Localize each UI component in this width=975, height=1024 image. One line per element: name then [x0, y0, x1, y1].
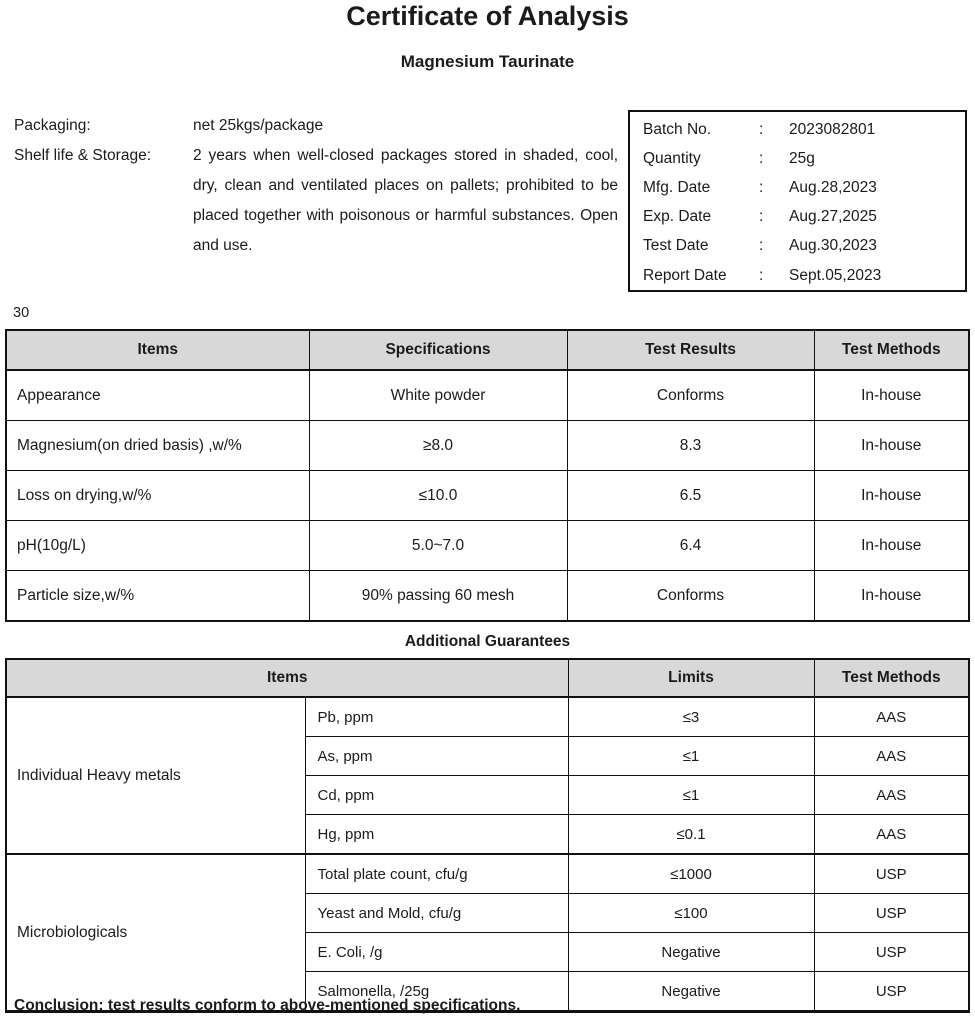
spec-value-cell: Conforms [567, 370, 814, 421]
storage-value: 2 years when well-closed packages stored in shaded, cool, dry, clean and ventilated places on pallets; prohibited to be placed together with poisonous or harmful substances. Open and use. [193, 147, 618, 254]
spec-value-cell: ≤10.0 [309, 471, 567, 521]
guarantee-limit-cell: Negative [568, 933, 814, 972]
guarantee-limit-cell: ≤1 [568, 776, 814, 815]
spec-item-cell: pH(10g/L) [6, 521, 309, 571]
spec-item-cell: Particle size,w/% [6, 571, 309, 622]
batch-row-label: Exp. Date [643, 208, 712, 226]
spec-value-cell: 6.5 [567, 471, 814, 521]
guarantee-limit-cell: ≤1000 [568, 854, 814, 894]
table-row [6, 370, 969, 421]
batch-row-label: Test Date [643, 237, 709, 255]
batch-row-colon: : [759, 149, 764, 167]
batch-row-label: Report Date [643, 266, 727, 284]
spec-item-cell: Appearance [6, 370, 309, 421]
batch-row-colon: : [759, 120, 764, 138]
spec-header-test-methods: Test Methods [814, 330, 969, 370]
guarantee-item-cell: E. Coli, /g [305, 933, 568, 972]
batch-row-colon: : [759, 237, 764, 255]
guarantee-item-cell: Hg, ppm [305, 815, 568, 855]
guarantee-item-cell: Pb, ppm [305, 697, 568, 737]
batch-row [643, 115, 965, 144]
batch-row-colon: : [759, 178, 764, 196]
group-name-cell: Microbiologicals [6, 854, 305, 1012]
guarantee-limit-cell: ≤1 [568, 737, 814, 776]
spec-value-cell: 8.3 [567, 421, 814, 471]
spec-value-cell: In-house [814, 471, 969, 521]
table-row [6, 854, 969, 894]
guarantee-item-cell: Cd, ppm [305, 776, 568, 815]
document-title: Certificate of Analysis [346, 1, 629, 31]
packaging-value: net 25kgs/package [193, 117, 324, 134]
spec-value-cell: 5.0~7.0 [309, 521, 567, 571]
batch-row-label: Mfg. Date [643, 178, 711, 196]
batch-row-colon: : [759, 266, 764, 284]
batch-row-label: Batch No. [643, 120, 712, 138]
table-row [6, 697, 969, 737]
specifications-table [5, 329, 970, 622]
batch-row [643, 173, 965, 202]
guarantee-limit-cell: ≤100 [568, 894, 814, 933]
additional-guarantees-heading: Additional Guarantees [404, 633, 571, 650]
spec-header-items: Items [6, 330, 309, 370]
batch-row-value: Sept.05,2023 [789, 266, 882, 284]
spec-value-cell: In-house [814, 370, 969, 421]
guarantee-method-cell: USP [814, 972, 969, 1012]
batch-row-colon: : [759, 208, 764, 226]
guarantee-method-cell: AAS [814, 697, 969, 737]
batch-row-value: Aug.27,2025 [789, 208, 877, 226]
batch-row [643, 203, 965, 232]
spec-value-cell: 90% passing 60 mesh [309, 571, 567, 622]
guarantees-table [5, 658, 970, 1013]
spec-value-cell: In-house [814, 521, 969, 571]
guarantee-limit-cell: Negative [568, 972, 814, 1012]
batch-row-value: 2023082801 [789, 120, 876, 138]
packaging-label: Packaging: [14, 117, 91, 134]
table-row [6, 421, 969, 471]
guarantee-method-cell: AAS [814, 737, 969, 776]
spec-value-cell: In-house [814, 421, 969, 471]
guarantees-header-test-methods: Test Methods [814, 659, 969, 697]
table-row [6, 521, 969, 571]
spec-table-body [6, 370, 969, 621]
spec-item-cell: Magnesium(on dried basis) ,w/% [6, 421, 309, 471]
group-name-cell: Individual Heavy metals [6, 697, 305, 854]
spec-table-header-row [6, 330, 969, 370]
guarantee-method-cell: AAS [814, 776, 969, 815]
batch-row-label: Quantity [643, 149, 701, 167]
spec-value-cell: White powder [309, 370, 567, 421]
guarantee-limit-cell: ≤0.1 [568, 815, 814, 855]
storage-label: Shelf life & Storage: [14, 147, 151, 164]
spec-value-cell: Conforms [567, 571, 814, 622]
guarantees-table-body [6, 697, 969, 1012]
batch-row-value: Aug.30,2023 [789, 237, 877, 255]
spec-header-specifications: Specifications [309, 330, 567, 370]
guarantee-method-cell: USP [814, 933, 969, 972]
conclusion-text: Conclusion: test results conform to above-mentioned specifications. [14, 997, 521, 1014]
guarantee-item-cell: Salmonella, /25g [305, 972, 568, 1012]
guarantee-method-cell: USP [814, 854, 969, 894]
guarantee-item-cell: Yeast and Mold, cfu/g [305, 894, 568, 933]
batch-row [643, 232, 965, 261]
table-row [6, 571, 969, 622]
batch-row-value: 25g [789, 149, 815, 167]
spec-value-cell: ≥8.0 [309, 421, 567, 471]
guarantee-item-cell: Total plate count, cfu/g [305, 854, 568, 894]
spec-value-cell: In-house [814, 571, 969, 622]
guarantee-method-cell: USP [814, 894, 969, 933]
batch-row-value: Aug.28,2023 [789, 178, 877, 196]
page-note: 30 [13, 305, 30, 321]
guarantees-table-header-row [6, 659, 969, 697]
guarantees-header-items: Items [6, 659, 568, 697]
guarantee-limit-cell: ≤3 [568, 697, 814, 737]
guarantees-header-limits: Limits [568, 659, 814, 697]
spec-header-test-results: Test Results [567, 330, 814, 370]
product-name: Magnesium Taurinate [400, 52, 575, 71]
spec-value-cell: 6.4 [567, 521, 814, 571]
table-row [6, 471, 969, 521]
batch-row [643, 144, 965, 173]
guarantee-item-cell: As, ppm [305, 737, 568, 776]
spec-item-cell: Loss on drying,w/% [6, 471, 309, 521]
batch-info-box [628, 110, 967, 292]
batch-row [643, 261, 965, 290]
guarantee-method-cell: AAS [814, 815, 969, 855]
